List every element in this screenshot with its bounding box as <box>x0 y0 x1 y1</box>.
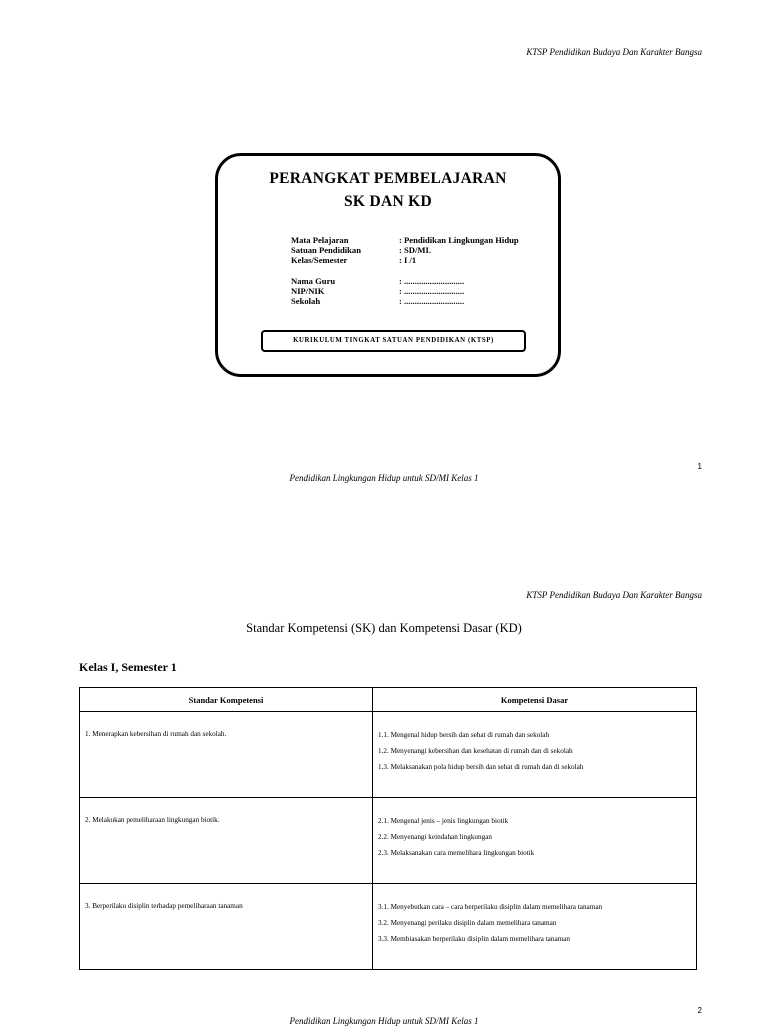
info-label: Mata Pelajaran <box>291 235 349 245</box>
info-label: NIP/NIK <box>291 286 325 296</box>
page-title: Standar Kompetensi (SK) dan Kompetensi Dasar (KD) <box>246 621 522 635</box>
kd-item: 1.1. Mengenal hidup bersih dan sehat di rumah dan sekolah <box>378 731 550 739</box>
cover-box <box>215 153 561 377</box>
table-row <box>80 884 697 970</box>
competency-table <box>79 687 697 970</box>
sk-cell <box>80 712 373 798</box>
table-row <box>80 712 697 798</box>
kd-cell <box>373 798 697 884</box>
info-value: : ............................ <box>399 276 465 286</box>
page2-header-note: KTSP Pendidikan Budaya Dan Karakter Bangsa <box>526 590 702 600</box>
curriculum-label: KURIKULUM TINGKAT SATUAN PENDIDIKAN (KTSP) <box>261 330 526 352</box>
class-semester-label: Kelas I, Semester 1 <box>79 660 177 674</box>
info-row-kelas-semester <box>291 255 551 266</box>
kd-cell <box>373 712 697 798</box>
info-label: Satuan Pendidikan <box>291 245 361 255</box>
info-value: : SD/MI. <box>399 245 431 255</box>
page1-footer-note: Pendidikan Lingkungan Hidup untuk SD/MI Kelas 1 <box>289 473 479 483</box>
sk-text: 3. Berperilaku disiplin terhadap pemeliharaan tanaman <box>85 902 243 910</box>
cover-title-line2: SK DAN KD <box>344 193 432 210</box>
page1-number: 1 <box>697 462 702 471</box>
kd-item: 3.2. Menyenangi perilaku disiplin dalam memelihara tanaman <box>378 918 557 927</box>
sk-cell <box>80 884 373 970</box>
page2-footer-note: Pendidikan Lingkungan Hidup untuk SD/MI Kelas 1 <box>289 1016 479 1026</box>
table-row <box>80 798 697 884</box>
kd-item: 2.2. Menyenangi keindahan lingkungan <box>378 832 492 841</box>
info-value: : I /1 <box>399 255 417 265</box>
info-value: : Pendidikan Lingkungan Hidup <box>399 235 519 245</box>
table-header-row <box>80 688 697 712</box>
info-label: Kelas/Semester <box>291 255 348 265</box>
info-value: : ............................ <box>399 286 465 296</box>
sk-cell <box>80 798 373 884</box>
column-header-standar-kompetensi: Standar Kompetensi <box>80 688 373 712</box>
info-value: : ............................ <box>399 296 465 306</box>
kd-item: 1.3. Melaksanakan pola hidup bersih dan sehat di rumah dan di sekolah <box>378 762 584 771</box>
kd-item: 2.1. Mengenal jenis – jenis lingkungan biotik <box>378 817 509 825</box>
sk-text: 2. Melakukan pemeliharaan lingkungan biotik. <box>85 816 220 824</box>
info-row-sekolah <box>291 296 551 307</box>
kd-item: 2.3. Melaksanakan cara memelihara lingkungan biotik <box>378 848 535 857</box>
kd-cell <box>373 884 697 970</box>
page1-header-note: KTSP Pendidikan Budaya Dan Karakter Bangsa <box>526 47 702 57</box>
column-header-kompetensi-dasar: Kompetensi Dasar <box>373 688 697 712</box>
page2-number: 2 <box>697 1006 702 1015</box>
cover-title-line1: PERANGKAT PEMBELAJARAN <box>269 170 507 187</box>
info-label: Sekolah <box>291 296 321 306</box>
kd-item: 3.1. Menyebutkan cara – cara berperilaku disiplin dalam memelihara tanaman <box>378 903 603 911</box>
info-label: Nama Guru <box>291 276 336 286</box>
kd-item: 1.2. Menyenangi kebersihan dan kesehatan di rumah dan di sekolah <box>378 746 573 755</box>
sk-text: 1. Menerapkan kebersihan di rumah dan sekolah. <box>85 730 227 738</box>
kd-item: 3.3. Membiasakan berperilaku disiplin dalam memelihara tanaman <box>378 934 571 943</box>
